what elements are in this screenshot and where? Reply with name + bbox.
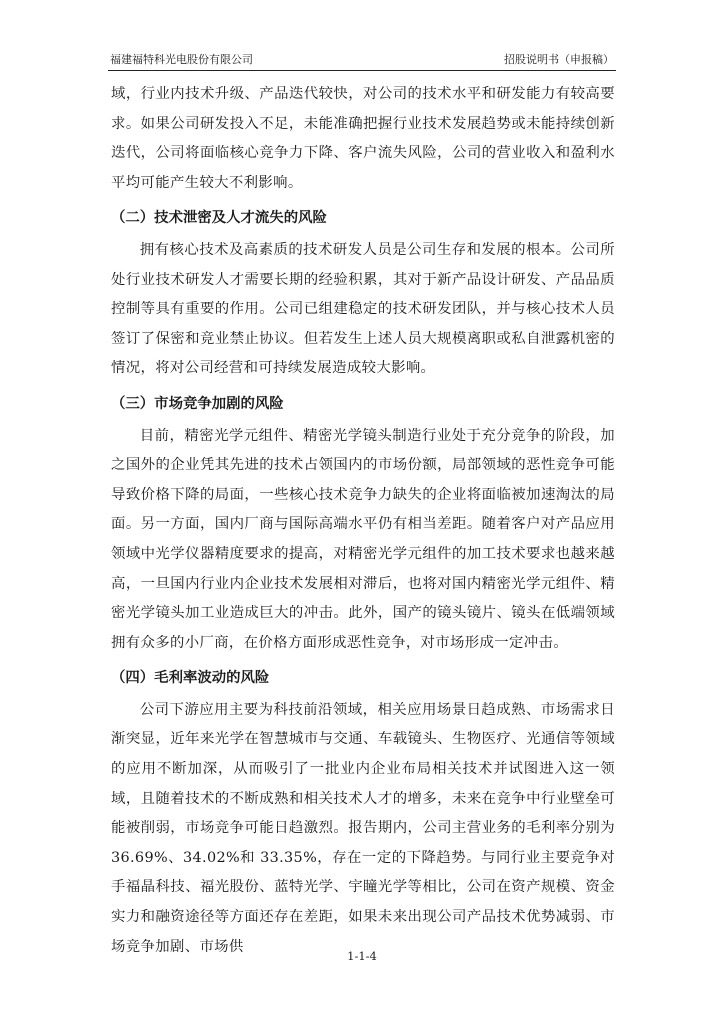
- paragraph-market-competition: 目前，精密光学元组件、精密光学镜头制造行业处于充分竞争的阶段，加之国外的企业凭其先进的技术占领国内的市场份额，局部领域的恶性竞争可能导致价格下降的局面，一些核心技术竞争力缺失的企业将面临被加速淘汰的局面。另一方面，国内厂商与国际高端水平仍有相当差距。随着客户对产品应用领域中光学仪器精度要求的提高，对精密光学元组件的加工技术要求也越来越高，一旦国内行业内企业技术发展相对滞后，也将对国内精密光学元组件、精密光学镜头加工业造成巨大的冲击。此外，国产的镜头镜片、镜头在低端领域拥有众多的小厂商，在价格方面形成恶性竞争，对市场形成一定冲击。: [111, 427, 615, 651]
- company-name: 福建福特科光电股份有限公司: [110, 53, 253, 66]
- paragraph-gross-margin: 公司下游应用主要为科技前沿领域，相关应用场景日趋成熟、市场需求日渐突显，近年来光学在智慧城市与交通、车载镜头、生物医疗、光通信等领域的应用不断加深，从而吸引了一批业内企业布局相关技术并试图进入这一领域，且随着技术的不断成熟和相关技术人才的增多，未来在竞争中行业壁垒可能被削弱，市场竞争可能日趋激烈。报告期内，公司主营业务的毛利率分别为 36.69%、34.02%和 33.35%，存在一定的下降趋势。与同行业主要竞争对手福晶科技、福光股份、蓝特光学、宇瞳光学等相比，公司在资产规模、资金实力和融资途径等方面还存在差距，如果未来出现公司产品技术优势减弱、市场竞争加剧、市场供: [111, 701, 615, 955]
- paragraph-tech-leak: 拥有核心技术及高素质的技术研发人员是公司生存和发展的根本。公司所处行业技术研发人才需要长期的经验积累，其对于新产品设计研发、产品品质控制等具有重要的作用。公司已组建稳定的技术研发团队，并与核心技术人员签订了保密和竞业禁止协议。但若发生上述人员大规模离职或私自泄露机密的情况，将对公司经营和可持续发展造成较大影响。: [111, 241, 615, 377]
- paragraph-tech-iteration: 域，行业内技术升级、产品迭代较快，对公司的技术水平和研发能力有较高要求。如果公司研发投入不足，未能准确把握行业技术发展趋势或未能持续创新迭代，公司将面临核心竞争力下降、客户流失风险，公司的营业收入和盈利水平均可能产生较大不利影响。: [111, 86, 615, 191]
- page-number: 1-1-4: [347, 949, 377, 963]
- section-heading-tech-leak: （二）技术泄密及人才流失的风险: [111, 210, 327, 227]
- document-title: 招股说明书（申报稿）: [504, 53, 614, 66]
- document-body: [111, 80, 615, 962]
- section-heading-gross-margin: （四）毛利率波动的风险: [111, 670, 270, 687]
- section-heading-market-competition: （三）市场竞争加剧的风险: [111, 395, 284, 412]
- page-header: [108, 50, 616, 71]
